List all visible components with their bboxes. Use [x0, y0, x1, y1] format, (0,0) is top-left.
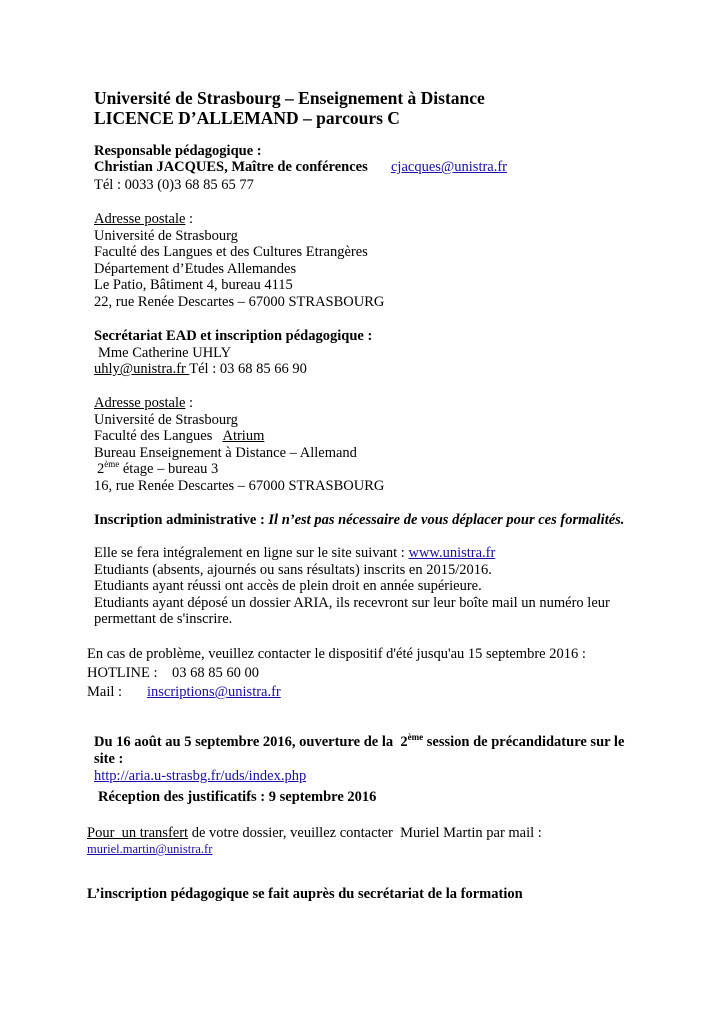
adresse2-atrium: Atrium — [222, 428, 265, 444]
secretariat-contact — [94, 361, 307, 378]
transfert-email-link[interactable]: muriel.martin@unistra.fr — [87, 842, 213, 856]
hotline-number: 03 68 85 60 00 — [172, 665, 259, 681]
precandidature-suffix: session de précandidature sur le — [423, 734, 625, 750]
inscription-online — [94, 545, 495, 562]
inscription-admin-note: Il n’est pas nécessaire de vous déplacer pour ces formalités. — [268, 512, 625, 528]
adresse2-floor-rest: étage – bureau 3 — [119, 461, 219, 477]
adresse2-floor-sup: ème — [104, 459, 120, 469]
adresse2-line-faculte — [94, 428, 264, 445]
secretariat-label: Secrétariat EAD et inscription pédagogique : — [94, 328, 373, 344]
adresse1-colon: : — [185, 211, 194, 227]
adresse1-line: Le Patio, Bâtiment 4, bureau 4115 — [94, 277, 293, 293]
adresse2-floor — [97, 461, 218, 478]
secretariat-name: Mme Catherine UHLY — [98, 345, 232, 361]
probleme-text: En cas de problème, veuillez contacter le dispositif d'été jusqu'au 15 septembre 2016 : — [87, 646, 586, 662]
secretariat-tel: Tél : 03 68 85 66 90 — [189, 361, 307, 377]
inscriptions-email-link[interactable]: inscriptions@unistra.fr — [147, 684, 281, 700]
adresse1-line: 22, rue Renée Descartes – 67000 STRASBOURG — [94, 294, 385, 310]
adresse1-line: Département d’Etudes Allemandes — [94, 261, 297, 277]
inscription-online-prefix: Elle se fera intégralement en ligne sur le site suivant : — [94, 545, 409, 561]
inscription-line: Etudiants ayant réussi ont accès de plein droit en année supérieure. — [94, 578, 482, 594]
transfert-rest: de votre dossier, veuillez contacter Muriel Martin par mail : — [188, 825, 542, 841]
secretariat-email-link[interactable]: uhly@unistra.fr — [94, 361, 190, 377]
adresse2-line2-prefix: Faculté des Langues — [94, 428, 223, 444]
adresse2-line: Bureau Enseignement à Distance – Allemand — [94, 445, 357, 461]
responsable-tel: Tél : 0033 (0)3 68 85 65 77 — [94, 177, 254, 193]
adresse2-line: Université de Strasbourg — [94, 412, 238, 428]
document-title-line2: LICENCE D’ALLEMAND – parcours C — [94, 108, 400, 128]
adresse1-heading — [94, 211, 193, 228]
precandidature-text-line2: site : — [94, 751, 124, 767]
transfert-text — [87, 825, 542, 842]
adresse2-colon: : — [185, 395, 194, 411]
inscription-admin-label: Inscription administrative : — [94, 512, 269, 528]
unistra-website-link[interactable]: www.unistra.fr — [408, 545, 496, 561]
adresse2-line: 16, rue Renée Descartes – 67000 STRASBOURG — [94, 478, 385, 494]
precandidature-sup: ème — [407, 732, 424, 742]
document-title-line1: Université de Strasbourg – Enseignement à Distance — [94, 88, 485, 108]
responsable-email-link[interactable]: cjacques@unistra.fr — [391, 159, 508, 175]
mail-label: Mail : — [87, 684, 123, 700]
hotline-label: HOTLINE : — [87, 665, 158, 681]
inscription-pedagogique-note: L’inscription pédagogique se fait auprès du secrétariat de la formation — [87, 886, 523, 902]
responsable-label: Responsable pédagogique : — [94, 143, 262, 159]
transfert-underlined: Pour un transfert — [87, 825, 189, 841]
aria-link[interactable]: http://aria.u-strasbg.fr/uds/index.php — [94, 768, 307, 784]
adresse2-heading — [94, 395, 193, 412]
inscription-line: permettant de s'inscrire. — [94, 611, 233, 627]
inscription-admin-heading — [94, 512, 624, 529]
adresse2-floor-num: 2 — [97, 461, 105, 477]
adresse1-line: Université de Strasbourg — [94, 228, 238, 244]
precandidature-text — [94, 734, 624, 751]
adresse1-line: Faculté des Langues et des Cultures Etrangères — [94, 244, 368, 260]
inscription-line: Etudiants ayant déposé un dossier ARIA, ils recevront sur leur boîte mail un numéro leur — [94, 595, 610, 611]
inscription-line: Etudiants (absents, ajournés ou sans résultats) inscrits en 2015/2016. — [94, 562, 492, 578]
responsable-name: Christian JACQUES, Maître de conférences — [94, 159, 368, 175]
adresse1-label: Adresse postale — [94, 211, 186, 227]
precandidature-prefix: Du 16 août au 5 septembre 2016, ouverture de la 2 — [94, 734, 408, 750]
reception-justificatifs: Réception des justificatifs : 9 septembre 2016 — [98, 789, 377, 805]
adresse2-label: Adresse postale — [94, 395, 186, 411]
